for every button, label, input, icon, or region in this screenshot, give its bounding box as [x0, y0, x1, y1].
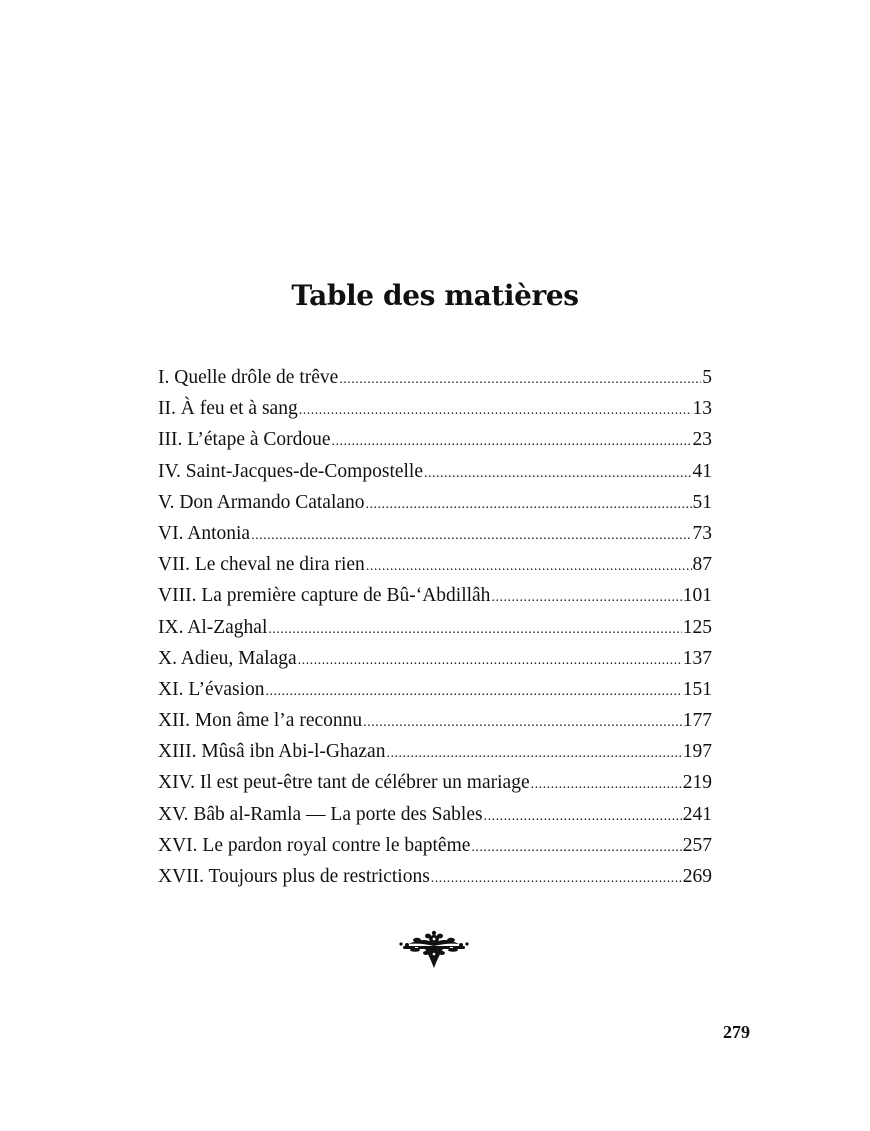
toc-dot-leader: [484, 801, 682, 832]
toc-entry-page: 241: [682, 803, 712, 825]
toc-entry-page: 101: [682, 585, 712, 607]
toc-entry: [158, 393, 712, 424]
toc-entry-page: 13: [692, 398, 712, 420]
toc-entry: [158, 580, 712, 611]
toc-dot-leader: [339, 364, 701, 395]
toc-entry: [158, 549, 712, 580]
toc-entry-page: 269: [682, 866, 712, 887]
toc-entry: [158, 518, 712, 549]
toc-dot-leader: [299, 395, 692, 426]
toc-entry-page: 5: [702, 367, 712, 388]
toc-dot-leader: [531, 769, 682, 800]
toc-dot-leader: [363, 707, 682, 738]
toc-entry-label: IV. Saint-Jacques-de-Compostelle: [158, 460, 424, 482]
toc-dot-leader: [251, 520, 691, 551]
toc-entry-label: III. L’étape à Cordoue: [158, 429, 331, 451]
toc-entry-label: XII. Mon âme l’a reconnu: [158, 710, 363, 732]
toc-dot-leader: [266, 676, 682, 707]
toc-dot-leader: [471, 832, 681, 863]
toc-entry-label: VII. Le cheval ne dira rien: [158, 554, 365, 576]
toc-entry: [158, 424, 712, 455]
toc-entry-page: 177: [682, 710, 712, 732]
toc-entry-label: IX. Al-Zaghal: [158, 616, 268, 638]
toc-entry: [158, 705, 712, 736]
toc-entry-page: 137: [682, 647, 712, 669]
toc-entry: [158, 612, 712, 643]
floral-fleuron-icon: [395, 930, 473, 970]
toc-entry-page: 73: [692, 522, 712, 544]
toc-entry: [158, 456, 712, 487]
toc-entry-page: 151: [682, 678, 712, 700]
toc-entry-label: XIII. Mûsâ ibn Abi-l-Ghazan: [158, 741, 386, 763]
toc-entry: [158, 767, 712, 798]
toc-dot-leader: [386, 738, 681, 769]
toc-entry-label: X. Adieu, Malaga: [158, 647, 297, 669]
page-number: 279: [723, 1022, 750, 1042]
toc-dot-leader: [366, 489, 692, 520]
toc-entry-label: II. À feu et à sang: [158, 398, 298, 420]
toc-entry-page: 219: [682, 772, 712, 794]
toc-entry-page: 257: [682, 834, 712, 856]
toc-entry-label: XVII. Toujours plus de restrictions: [158, 866, 430, 887]
toc-entry-label: V. Don Armando Catalano: [158, 491, 365, 513]
toc-entry-label: VIII. La première capture de Bû-‘Abdillâh: [158, 585, 491, 607]
toc-entry: [158, 799, 712, 830]
table-of-contents: [158, 362, 712, 892]
toc-entry-page: 125: [682, 616, 712, 638]
toc-dot-leader: [491, 582, 681, 613]
toc-entry: [158, 643, 712, 674]
toc-entry-page: 197: [682, 741, 712, 763]
toc-entry: [158, 362, 712, 393]
toc-entry-page: 23: [692, 429, 712, 451]
toc-entry: [158, 674, 712, 705]
page-title: Table des matières: [291, 279, 579, 312]
toc-entry-page: 51: [692, 491, 712, 513]
toc-dot-leader: [332, 426, 692, 457]
toc-entry-label: XIV. Il est peut-être tant de célébrer un mariage: [158, 772, 530, 794]
toc-entry: [158, 736, 712, 767]
toc-entry-label: I. Quelle drôle de trêve: [158, 367, 339, 388]
toc-entry: [158, 487, 712, 518]
toc-entry-page: 41: [692, 460, 712, 482]
toc-dot-leader: [268, 614, 681, 645]
toc-entry-label: XI. L’évasion: [158, 678, 265, 700]
toc-entry-label: XVI. Le pardon royal contre le baptême: [158, 834, 471, 856]
toc-entry-page: 87: [692, 554, 712, 576]
toc-entry-label: VI. Antonia: [158, 522, 251, 544]
toc-dot-leader: [298, 645, 682, 676]
toc-entry: [158, 830, 712, 861]
toc-dot-leader: [424, 458, 691, 489]
toc-dot-leader: [366, 551, 692, 582]
toc-dot-leader: [431, 863, 682, 894]
toc-entry-label: XV. Bâb al-Ramla — La porte des Sables: [158, 803, 483, 825]
toc-entry: [158, 861, 712, 892]
